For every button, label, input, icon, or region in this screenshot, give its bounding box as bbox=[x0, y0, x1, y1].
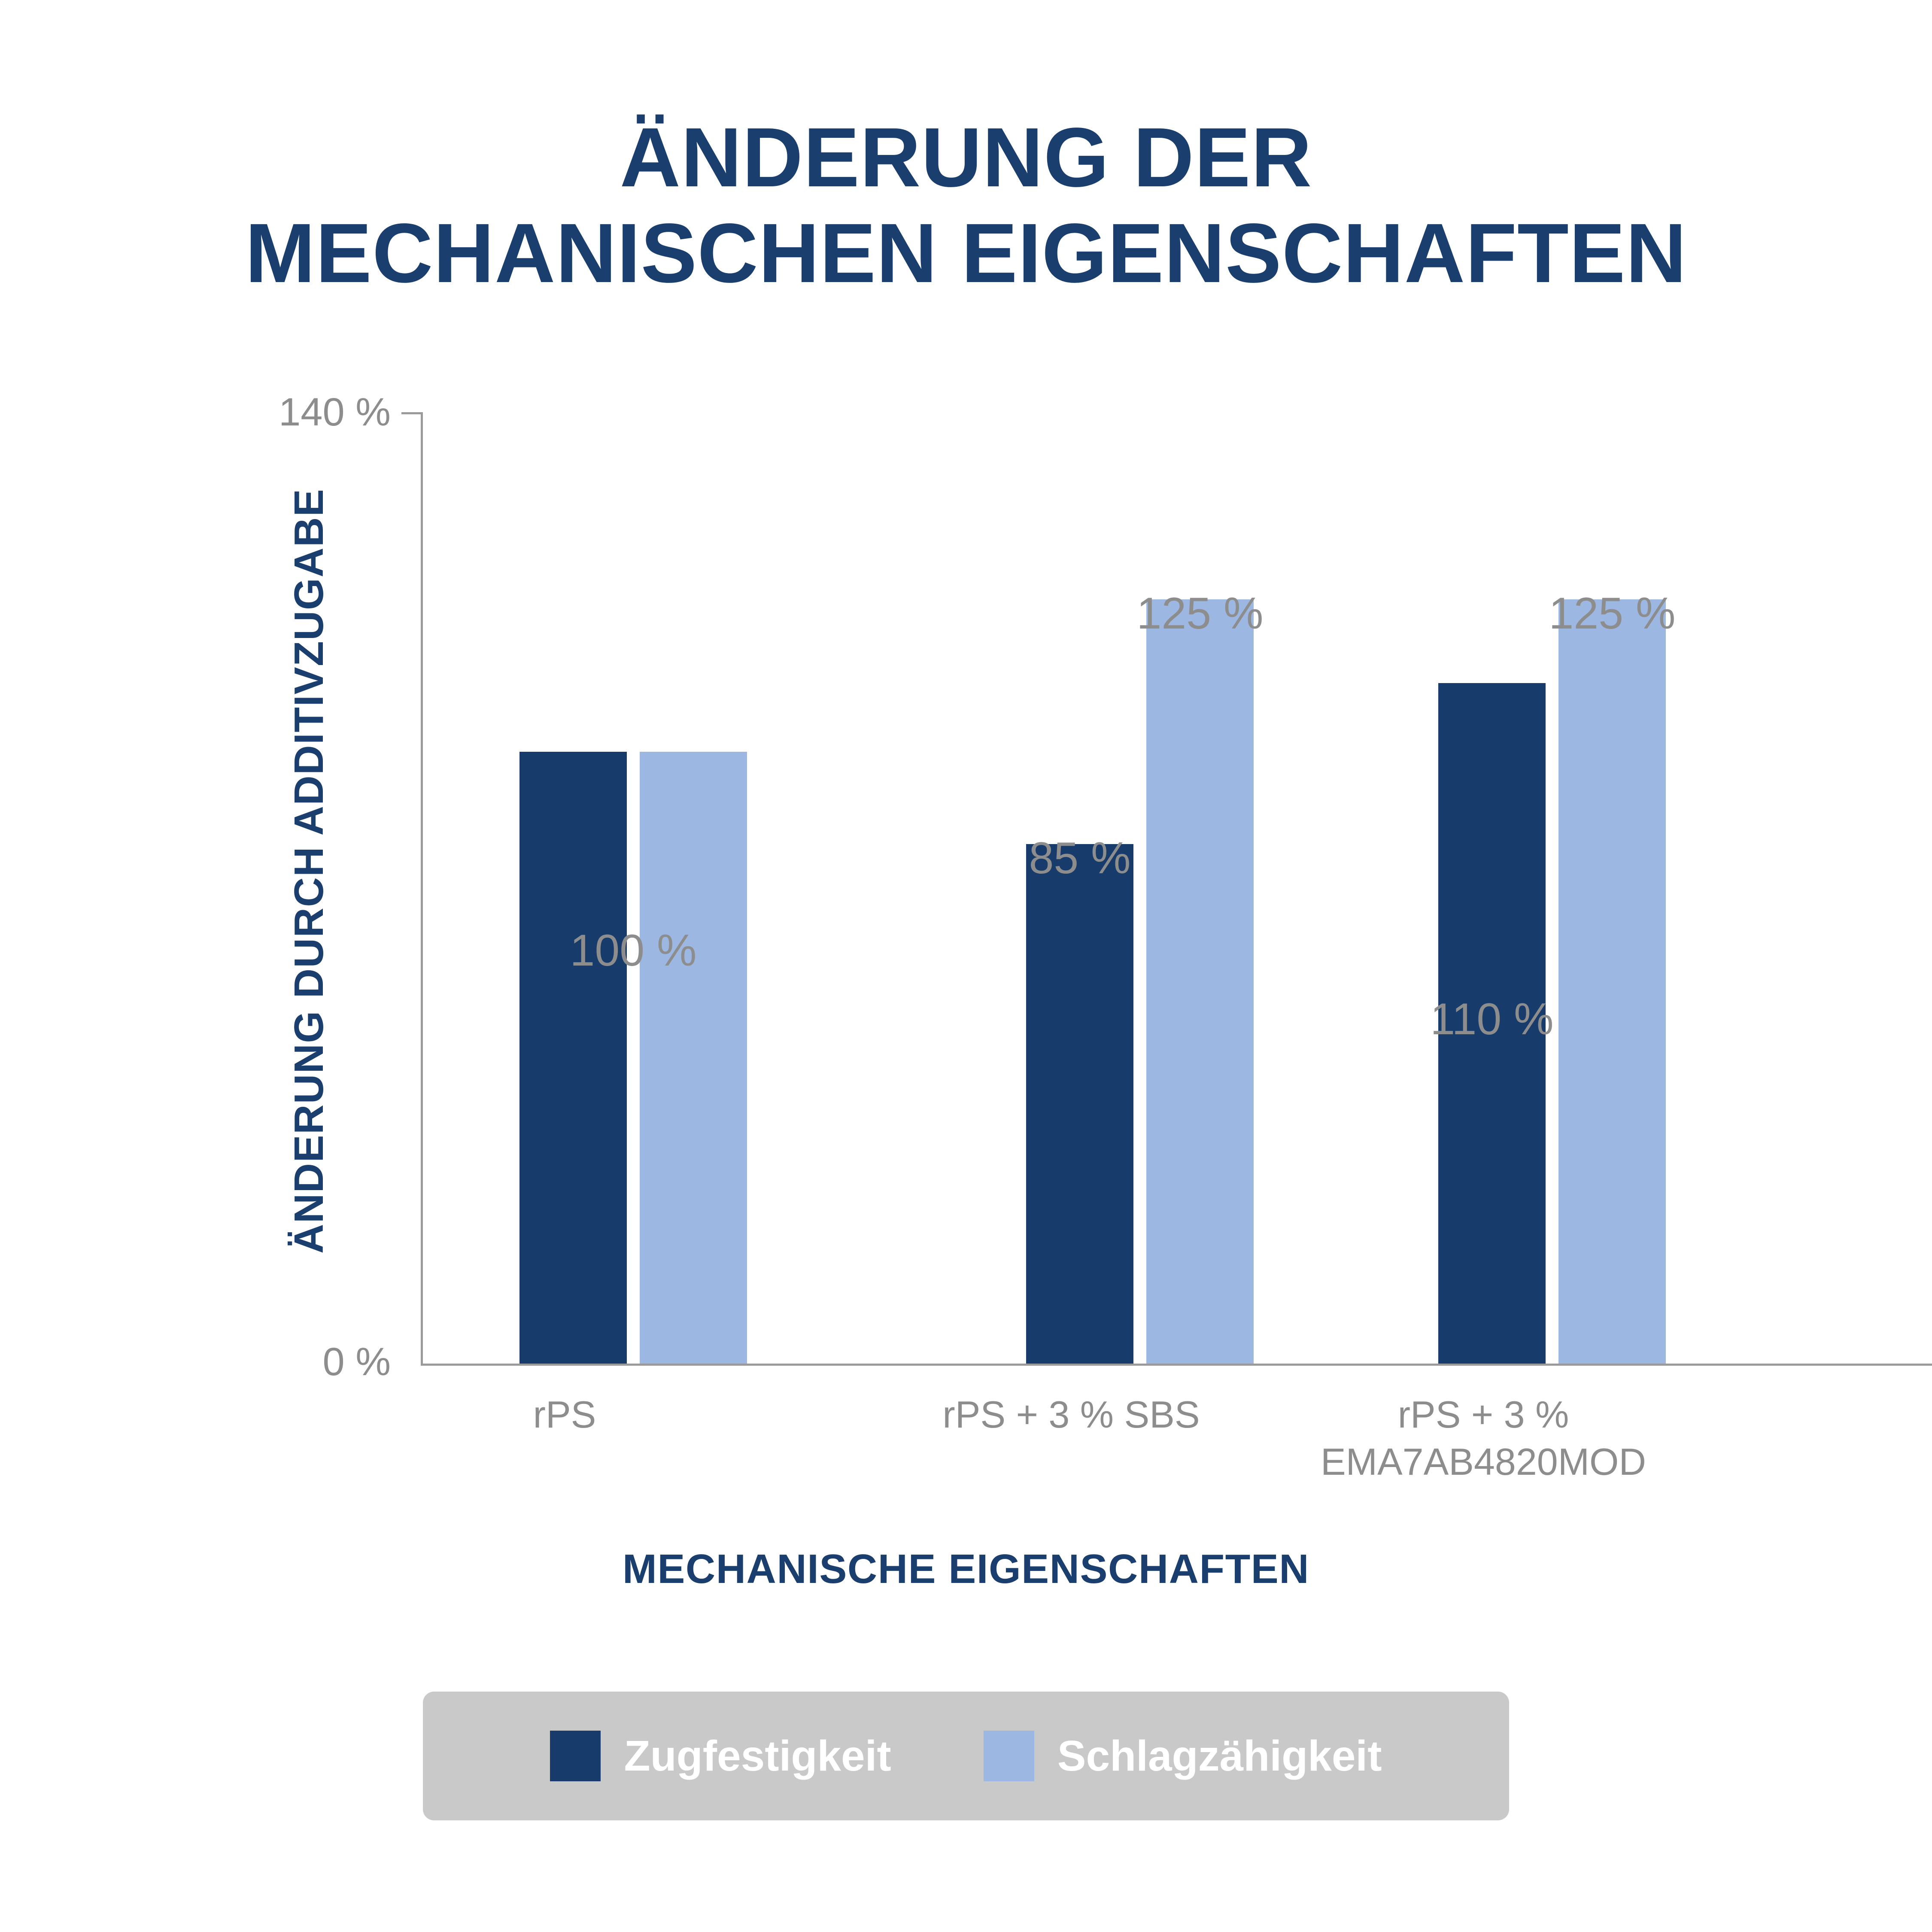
x-axis-title: MECHANISCHE EIGENSCHAFTEN bbox=[622, 1546, 1310, 1592]
y-axis-tick-mark bbox=[401, 412, 422, 414]
chart-legend bbox=[423, 1692, 1509, 1820]
bars-container bbox=[421, 412, 1932, 1364]
category-label-sbs bbox=[908, 1391, 1234, 1438]
legend-swatch-icon-zugfestigkeit bbox=[550, 1731, 601, 1781]
y-axis-title: ÄNDERUNG DURCH ADDITIVZUGABE bbox=[286, 488, 332, 1254]
legend-swatch-icon-schlagzaehigkeit bbox=[984, 1731, 1034, 1781]
value-label-sbs-schlagzaehigkeit: 125 % bbox=[1136, 589, 1264, 638]
legend-item-schlagzaehigkeit[interactable] bbox=[984, 1731, 1382, 1781]
category-label-ema-line1: rPS + 3 % bbox=[1397, 1393, 1569, 1436]
bar-sbs-zugfestigkeit[interactable] bbox=[1026, 844, 1133, 1364]
value-label-sbs-zugfestigkeit: 85 % bbox=[1029, 833, 1131, 883]
category-label-rps-line1: rPS bbox=[533, 1393, 596, 1436]
legend-item-zugfestigkeit[interactable] bbox=[550, 1731, 891, 1781]
category-label-ema-line2: EMA7AB4820MOD bbox=[1320, 1440, 1646, 1483]
x-axis-line bbox=[421, 1364, 1932, 1366]
y-tick-label-top: 140 % bbox=[279, 390, 391, 434]
bar-ema-schlagzaehigkeit[interactable] bbox=[1558, 599, 1666, 1364]
y-tick-label-bottom: 0 % bbox=[322, 1340, 391, 1384]
bar-sbs-schlagzaehigkeit[interactable] bbox=[1146, 599, 1254, 1364]
value-label-ema-zugfestigkeit: 110 % bbox=[1430, 994, 1554, 1044]
bar-rps-zugfestigkeit[interactable] bbox=[519, 752, 627, 1364]
value-label-ema-schlagzaehigkeit: 125 % bbox=[1549, 589, 1676, 638]
legend-label-schlagzaehigkeit: Schlagzähigkeit bbox=[1057, 1732, 1382, 1780]
category-label-ema bbox=[1320, 1391, 1646, 1485]
bar-chart bbox=[185, 378, 1765, 1483]
category-label-sbs-line1: rPS + 3 % SBS bbox=[942, 1393, 1200, 1436]
legend-label-zugfestigkeit: Zugfestigkeit bbox=[624, 1732, 891, 1780]
title-line-2: MECHANISCHEN EIGENSCHAFTEN bbox=[245, 206, 1687, 301]
title-line-1: ÄNDERUNG DER bbox=[620, 110, 1312, 204]
page-title bbox=[0, 109, 1932, 301]
bar-rps-schlagzaehigkeit[interactable] bbox=[640, 752, 747, 1364]
value-label-rps: 100 % bbox=[570, 926, 697, 975]
category-label-rps bbox=[401, 1391, 728, 1438]
